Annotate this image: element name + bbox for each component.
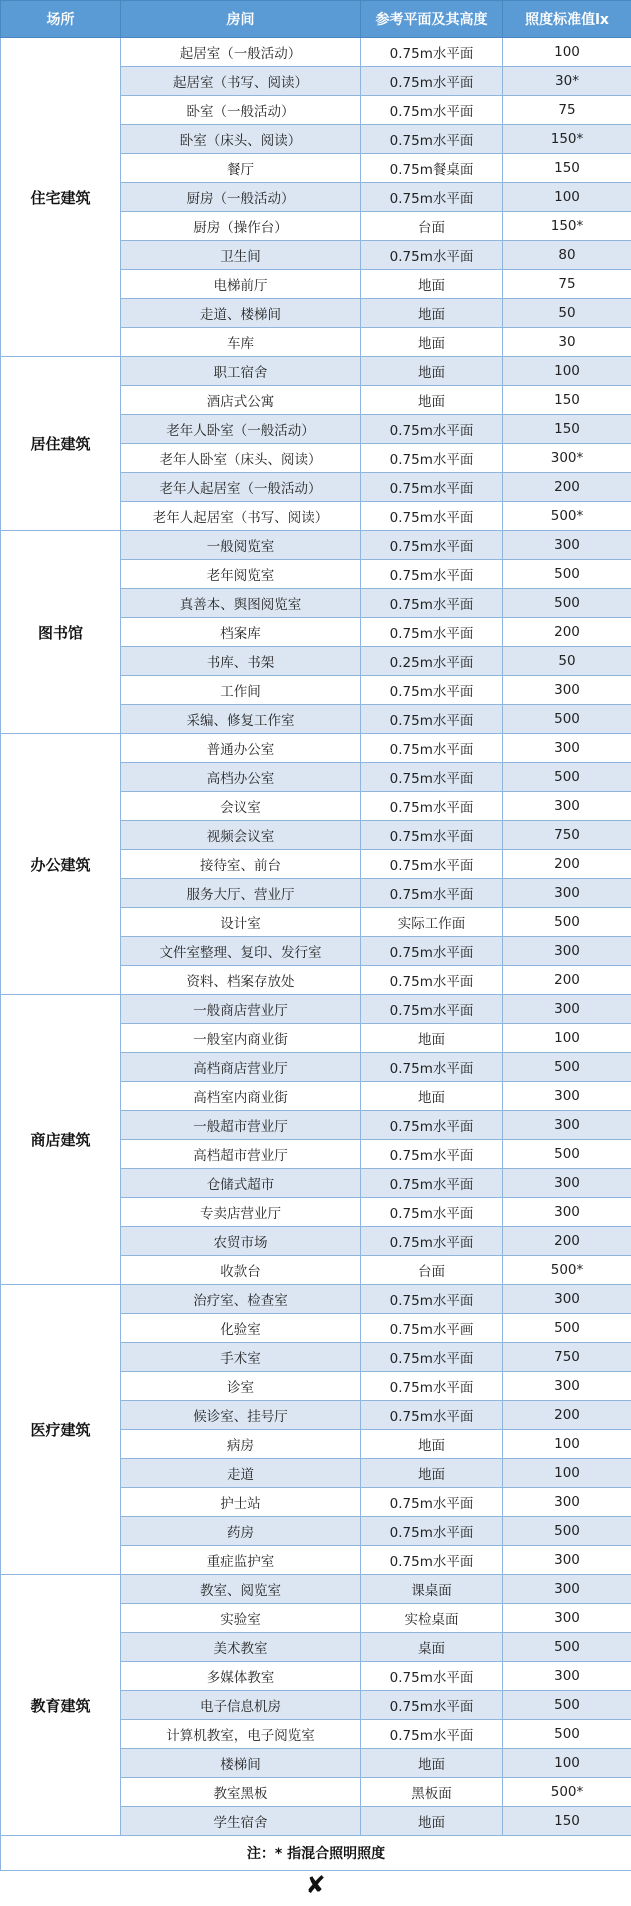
room-cell: 高档超市营业厅: [121, 1140, 361, 1169]
room-cell: 诊室: [121, 1372, 361, 1401]
note-row: [1, 1836, 631, 1871]
place-cell: 商店建筑: [1, 995, 121, 1285]
reference-plane-cell: 0.75m水平面: [361, 1285, 503, 1314]
illuminance-cell: 300: [503, 1575, 631, 1604]
room-cell: 仓储式超市: [121, 1169, 361, 1198]
reference-plane-cell: 0.75m水平面: [361, 1169, 503, 1198]
reference-plane-cell: 0.75m水平面: [361, 1720, 503, 1749]
room-cell: 采编、修复工作室: [121, 705, 361, 734]
reference-plane-cell: 地面: [361, 1749, 503, 1778]
room-cell: 计算机教室，电子阅览室: [121, 1720, 361, 1749]
illuminance-cell: 150: [503, 154, 631, 183]
reference-plane-cell: 0.75m水平面: [361, 821, 503, 850]
table-row: [1, 357, 631, 386]
room-cell: 起居室（书写、阅读）: [121, 67, 361, 96]
room-cell: 一般室内商业街: [121, 1024, 361, 1053]
reference-plane-cell: 0.75m水平面: [361, 850, 503, 879]
room-cell: 一般阅览室: [121, 531, 361, 560]
table-row: [1, 734, 631, 763]
room-cell: 普通办公室: [121, 734, 361, 763]
reference-plane-cell: 0.75m水平面: [361, 792, 503, 821]
illuminance-cell: 50: [503, 647, 631, 676]
room-cell: 设计室: [121, 908, 361, 937]
illuminance-cell: 500: [503, 1140, 631, 1169]
illuminance-cell: 300: [503, 1198, 631, 1227]
reference-plane-cell: 台面: [361, 1256, 503, 1285]
room-cell: 高档商店营业厅: [121, 1053, 361, 1082]
illuminance-cell: 30: [503, 328, 631, 357]
reference-plane-cell: 地面: [361, 328, 503, 357]
reference-plane-cell: 0.75m水平面: [361, 705, 503, 734]
illuminance-cell: 300: [503, 1662, 631, 1691]
reference-plane-cell: 0.75m水平面: [361, 1343, 503, 1372]
reference-plane-cell: 0.75m水平面: [361, 415, 503, 444]
room-cell: 文件室整理、复印、发行室: [121, 937, 361, 966]
illuminance-cell: 300: [503, 1082, 631, 1111]
reference-plane-cell: 0.75m水平面: [361, 937, 503, 966]
reference-plane-cell: 0.75m水平面: [361, 1053, 503, 1082]
room-cell: 收款台: [121, 1256, 361, 1285]
reference-plane-cell: 0.75m水平面: [361, 560, 503, 589]
reference-plane-cell: 0.75m水平面: [361, 1517, 503, 1546]
reference-plane-cell: 地面: [361, 299, 503, 328]
illuminance-cell: 75: [503, 270, 631, 299]
room-cell: 专卖店营业厅: [121, 1198, 361, 1227]
reference-plane-cell: 0.75m水平面: [361, 1662, 503, 1691]
reference-plane-cell: 0.75m水平面: [361, 1140, 503, 1169]
illuminance-cell: 150*: [503, 125, 631, 154]
reference-plane-cell: 0.75m水平面: [361, 1691, 503, 1720]
reference-plane-cell: 0.75m水平面: [361, 444, 503, 473]
illuminance-cell: 150: [503, 1807, 631, 1836]
table-row: [1, 1285, 631, 1314]
reference-plane-cell: 0.75m水平画: [361, 1314, 503, 1343]
reference-plane-cell: 地面: [361, 1430, 503, 1459]
room-cell: 候诊室、挂号厅: [121, 1401, 361, 1430]
room-cell: 教室黑板: [121, 1778, 361, 1807]
room-cell: 卧室（一般活动）: [121, 96, 361, 125]
room-cell: 治疗室、检查室: [121, 1285, 361, 1314]
room-cell: 教室、阅览室: [121, 1575, 361, 1604]
illuminance-cell: 300: [503, 792, 631, 821]
illuminance-cell: 500: [503, 763, 631, 792]
room-cell: 老年阅览室: [121, 560, 361, 589]
table-row: [1, 38, 631, 67]
reference-plane-cell: 0.75m水平面: [361, 531, 503, 560]
illuminance-cell: 500*: [503, 1778, 631, 1807]
header-illuminance: 照度标准值lx: [503, 1, 631, 38]
illuminance-cell: 300: [503, 995, 631, 1024]
room-cell: 实验室: [121, 1604, 361, 1633]
illuminance-cell: 500: [503, 1314, 631, 1343]
illuminance-cell: 500: [503, 908, 631, 937]
room-cell: 农贸市场: [121, 1227, 361, 1256]
room-cell: 高档办公室: [121, 763, 361, 792]
illuminance-cell: 200: [503, 966, 631, 995]
reference-plane-cell: 0.75m水平面: [361, 1227, 503, 1256]
illuminance-cell: 500: [503, 1720, 631, 1749]
illuminance-cell: 500: [503, 560, 631, 589]
room-cell: 档案库: [121, 618, 361, 647]
reference-plane-cell: 地面: [361, 270, 503, 299]
room-cell: 老年人卧室（一般活动）: [121, 415, 361, 444]
illuminance-cell: 150: [503, 386, 631, 415]
illuminance-cell: 50: [503, 299, 631, 328]
reference-plane-cell: 课桌面: [361, 1575, 503, 1604]
reference-plane-cell: 桌面: [361, 1633, 503, 1662]
illuminance-cell: 750: [503, 1343, 631, 1372]
room-cell: 走道: [121, 1459, 361, 1488]
reference-plane-cell: 地面: [361, 1459, 503, 1488]
illuminance-cell: 200: [503, 1401, 631, 1430]
reference-plane-cell: 0.75m水平面: [361, 125, 503, 154]
illuminance-cell: 300: [503, 1169, 631, 1198]
room-cell: 卧室（床头、阅读）: [121, 125, 361, 154]
illuminance-cell: 300: [503, 1488, 631, 1517]
illuminance-cell: 300: [503, 1604, 631, 1633]
reference-plane-cell: 0.75m水平面: [361, 38, 503, 67]
illuminance-cell: 100: [503, 1749, 631, 1778]
illuminance-cell: 500: [503, 1053, 631, 1082]
illuminance-cell: 100: [503, 357, 631, 386]
illuminance-cell: 100: [503, 1430, 631, 1459]
reference-plane-cell: 0.75m水平面: [361, 473, 503, 502]
table-row: [1, 1575, 631, 1604]
room-cell: 电梯前厅: [121, 270, 361, 299]
reference-plane-cell: 0.75m水平面: [361, 1488, 503, 1517]
room-cell: 化验室: [121, 1314, 361, 1343]
illuminance-cell: 500: [503, 1517, 631, 1546]
illuminance-cell: 300: [503, 1372, 631, 1401]
room-cell: 厨房（操作台）: [121, 212, 361, 241]
room-cell: 一般超市营业厅: [121, 1111, 361, 1140]
illuminance-cell: 300: [503, 676, 631, 705]
room-cell: 职工宿舍: [121, 357, 361, 386]
reference-plane-cell: 黑板面: [361, 1778, 503, 1807]
room-cell: 重症监护室: [121, 1546, 361, 1575]
illuminance-cell: 200: [503, 618, 631, 647]
room-cell: 会议室: [121, 792, 361, 821]
place-cell: 医疗建筑: [1, 1285, 121, 1575]
header-row: [1, 1, 631, 38]
room-cell: 美术教室: [121, 1633, 361, 1662]
illuminance-cell: 500: [503, 1691, 631, 1720]
room-cell: 酒店式公寓: [121, 386, 361, 415]
illuminance-cell: 200: [503, 850, 631, 879]
table-row: [1, 995, 631, 1024]
reference-plane-cell: 0.75m餐桌面: [361, 154, 503, 183]
place-cell: 图书馆: [1, 531, 121, 734]
illuminance-cell: 200: [503, 1227, 631, 1256]
room-cell: 楼梯间: [121, 1749, 361, 1778]
room-cell: 药房: [121, 1517, 361, 1546]
reference-plane-cell: 0.75m水平面: [361, 183, 503, 212]
room-cell: 高档室内商业街: [121, 1082, 361, 1111]
reference-plane-cell: 0.75m水平面: [361, 241, 503, 270]
reference-plane-cell: 0.75m水平面: [361, 734, 503, 763]
reference-plane-cell: 地面: [361, 1807, 503, 1836]
room-cell: 多媒体教室: [121, 1662, 361, 1691]
illuminance-cell: 300: [503, 1111, 631, 1140]
illuminance-cell: 300: [503, 879, 631, 908]
room-cell: 起居室（一般活动）: [121, 38, 361, 67]
room-cell: 病房: [121, 1430, 361, 1459]
place-cell: 住宅建筑: [1, 38, 121, 357]
reference-plane-cell: 实际工作面: [361, 908, 503, 937]
room-cell: 卫生间: [121, 241, 361, 270]
illuminance-cell: 30*: [503, 67, 631, 96]
cross-mark-icon: ✘: [305, 1871, 326, 1899]
place-cell: 居住建筑: [1, 357, 121, 531]
illuminance-cell: 100: [503, 1459, 631, 1488]
place-cell: 教育建筑: [1, 1575, 121, 1836]
illuminance-cell: 500: [503, 1633, 631, 1662]
reference-plane-cell: 0.75m水平面: [361, 1198, 503, 1227]
header-place: 场所: [1, 1, 121, 38]
table-body: [1, 38, 631, 1836]
reference-plane-cell: 0.75m水平面: [361, 96, 503, 125]
room-cell: 学生宿舍: [121, 1807, 361, 1836]
room-cell: 电子信息机房: [121, 1691, 361, 1720]
room-cell: 老年人卧室（床头、阅读）: [121, 444, 361, 473]
reference-plane-cell: 地面: [361, 386, 503, 415]
reference-plane-cell: 0.75m水平面: [361, 763, 503, 792]
illuminance-cell: 200: [503, 473, 631, 502]
room-cell: 护士站: [121, 1488, 361, 1517]
table-row: [1, 531, 631, 560]
room-cell: 接待室、前台: [121, 850, 361, 879]
illuminance-cell: 150*: [503, 212, 631, 241]
room-cell: 车库: [121, 328, 361, 357]
note-text: 注：* 指混合照明照度: [1, 1836, 631, 1871]
illuminance-cell: 500: [503, 589, 631, 618]
room-cell: 工作间: [121, 676, 361, 705]
reference-plane-cell: 地面: [361, 1024, 503, 1053]
room-cell: 资料、档案存放处: [121, 966, 361, 995]
illuminance-cell: 500*: [503, 502, 631, 531]
room-cell: 一般商店营业厅: [121, 995, 361, 1024]
illuminance-cell: 500: [503, 705, 631, 734]
room-cell: 厨房（一般活动）: [121, 183, 361, 212]
illuminance-cell: 75: [503, 96, 631, 125]
reference-plane-cell: 0.75m水平面: [361, 1546, 503, 1575]
reference-plane-cell: 0.75m水平面: [361, 966, 503, 995]
reference-plane-cell: 0.75m水平面: [361, 589, 503, 618]
reference-plane-cell: 0.75m水平面: [361, 67, 503, 96]
reference-plane-cell: 0.75m水平面: [361, 1111, 503, 1140]
room-cell: 真善本、舆图阅览室: [121, 589, 361, 618]
illuminance-cell: 300*: [503, 444, 631, 473]
reference-plane-cell: 0.75m水平面: [361, 1401, 503, 1430]
reference-plane-cell: 0.75m水平面: [361, 1372, 503, 1401]
room-cell: 服务大厅、营业厅: [121, 879, 361, 908]
room-cell: 视频会议室: [121, 821, 361, 850]
illuminance-cell: 150: [503, 415, 631, 444]
header-reference-plane: 参考平面及其高度: [361, 1, 503, 38]
reference-plane-cell: 0.75m水平面: [361, 995, 503, 1024]
illuminance-cell: 300: [503, 937, 631, 966]
illuminance-cell: 100: [503, 1024, 631, 1053]
reference-plane-cell: 0.75m水平面: [361, 879, 503, 908]
illuminance-cell: 80: [503, 241, 631, 270]
reference-plane-cell: 实检桌面: [361, 1604, 503, 1633]
illuminance-cell: 500*: [503, 1256, 631, 1285]
reference-plane-cell: 地面: [361, 357, 503, 386]
room-cell: 书库、书架: [121, 647, 361, 676]
illuminance-cell: 100: [503, 183, 631, 212]
room-cell: 餐厅: [121, 154, 361, 183]
header-room: 房间: [121, 1, 361, 38]
illuminance-cell: 300: [503, 1285, 631, 1314]
illuminance-cell: 300: [503, 531, 631, 560]
room-cell: 老年人起居室（一般活动）: [121, 473, 361, 502]
reference-plane-cell: 地面: [361, 1082, 503, 1111]
reference-plane-cell: 0.25m水平面: [361, 647, 503, 676]
illuminance-cell: 300: [503, 734, 631, 763]
reference-plane-cell: 0.75m水平面: [361, 618, 503, 647]
place-cell: 办公建筑: [1, 734, 121, 995]
reference-plane-cell: 0.75m水平面: [361, 676, 503, 705]
reference-plane-cell: 0.75m水平面: [361, 502, 503, 531]
illuminance-cell: 750: [503, 821, 631, 850]
room-cell: 手术室: [121, 1343, 361, 1372]
illuminance-cell: 100: [503, 38, 631, 67]
illuminance-cell: 300: [503, 1546, 631, 1575]
room-cell: 走道、楼梯间: [121, 299, 361, 328]
reference-plane-cell: 台面: [361, 212, 503, 241]
room-cell: 老年人起居室（书写、阅读）: [121, 502, 361, 531]
